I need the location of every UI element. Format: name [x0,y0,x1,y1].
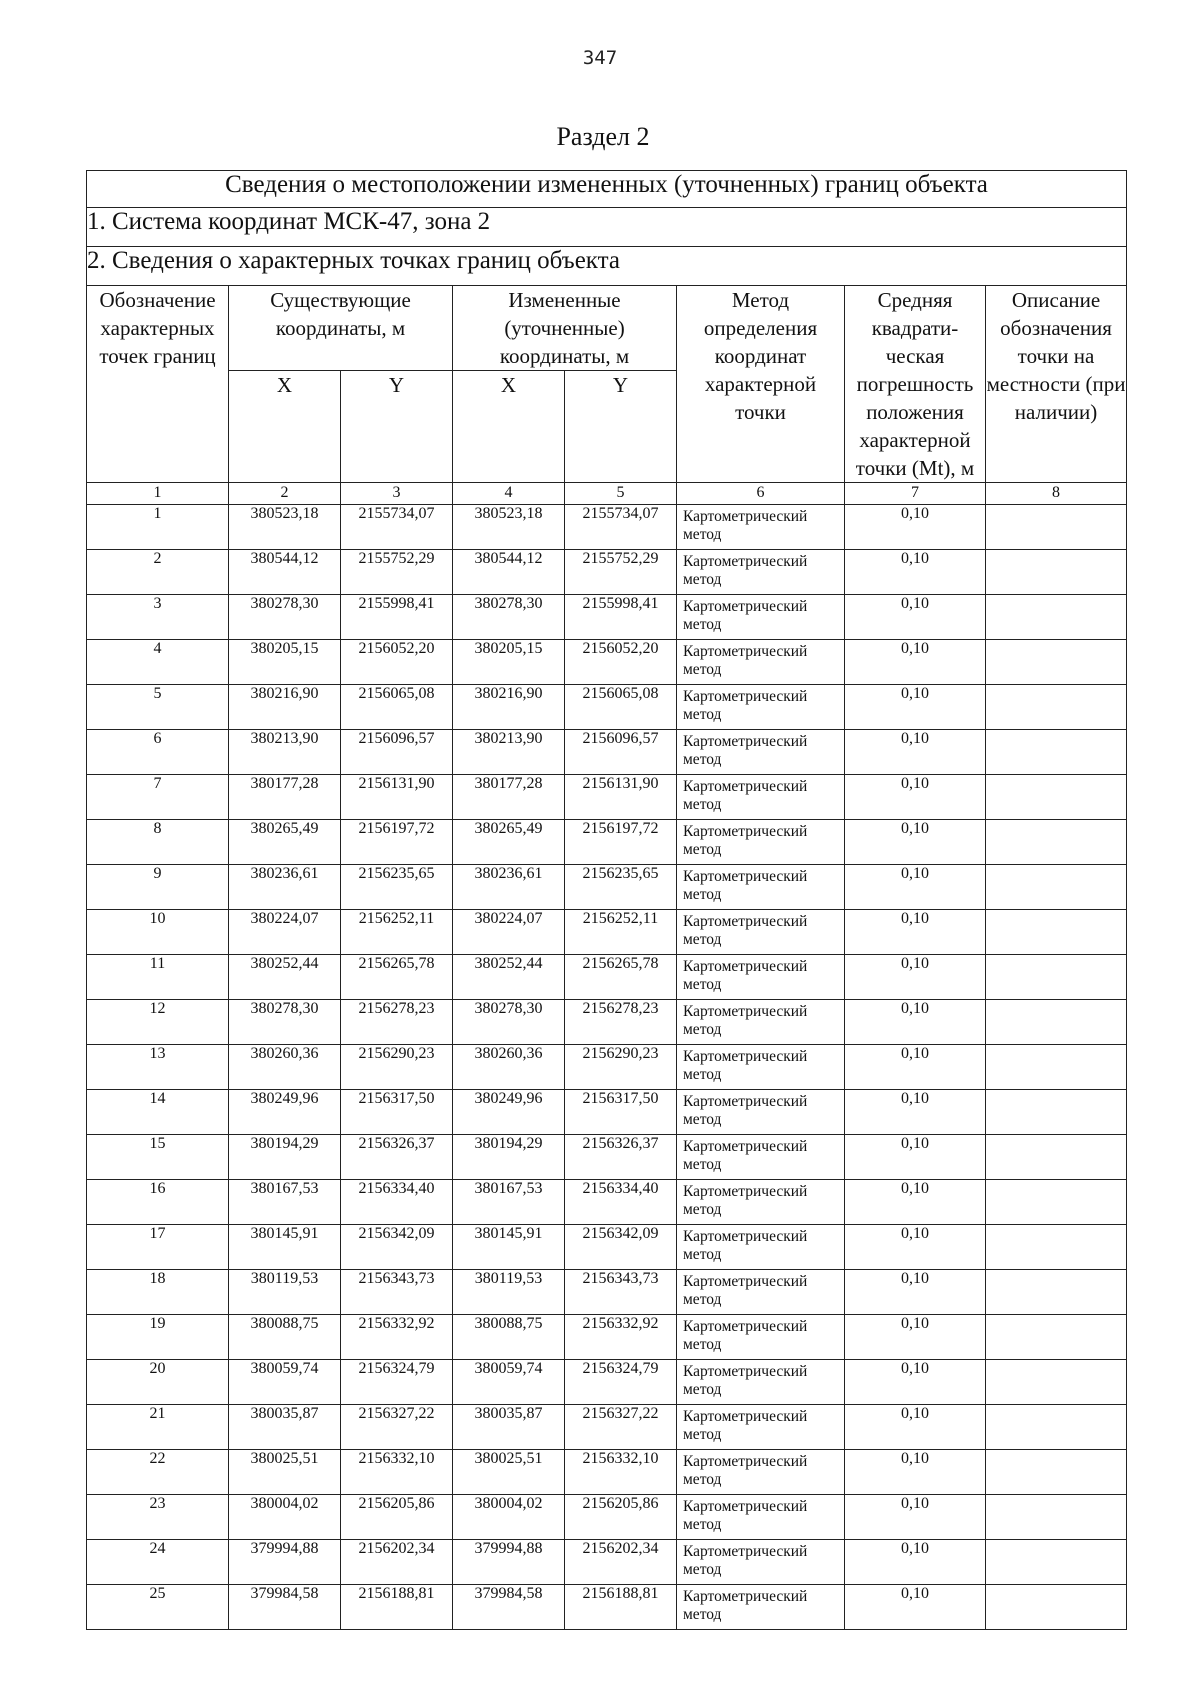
changed-y-cell: 2156290,23 [565,1045,677,1090]
table-row [87,1135,1127,1180]
method-cell: Картометрический метод [677,1000,845,1045]
description-cell [986,1405,1127,1450]
changed-y-cell: 2156235,65 [565,865,677,910]
table-row [87,1270,1127,1315]
existing-x-cell: 380278,30 [229,1000,341,1045]
header-changed-y: Y [565,371,677,483]
existing-x-cell: 380249,96 [229,1090,341,1135]
table-row [87,1045,1127,1090]
changed-x-cell: 380119,53 [453,1270,565,1315]
existing-x-cell: 380059,74 [229,1360,341,1405]
existing-y-cell: 2156197,72 [341,820,453,865]
changed-y-cell: 2156188,81 [565,1585,677,1630]
existing-y-cell: 2155734,07 [341,505,453,550]
point-number-cell: 14 [87,1090,229,1135]
column-number: 7 [845,483,986,505]
changed-y-cell: 2156332,10 [565,1450,677,1495]
table-title: Сведения о местоположении измененных (уточненных) границ объекта [87,171,1127,208]
changed-y-cell: 2156327,22 [565,1405,677,1450]
error-cell: 0,10 [845,1360,986,1405]
error-cell: 0,10 [845,1315,986,1360]
existing-y-cell: 2156278,23 [341,1000,453,1045]
table-row [87,1360,1127,1405]
column-number: 5 [565,483,677,505]
error-cell: 0,10 [845,1405,986,1450]
existing-y-cell: 2156324,79 [341,1360,453,1405]
error-cell: 0,10 [845,550,986,595]
changed-y-cell: 2156252,11 [565,910,677,955]
point-number-cell: 4 [87,640,229,685]
point-number-cell: 7 [87,775,229,820]
changed-y-cell: 2156131,90 [565,775,677,820]
header-description: Описание обозначения точки на местности (при наличии) [986,286,1127,483]
method-cell: Картометрический метод [677,955,845,1000]
description-cell [986,820,1127,865]
header-existing-coords: Существующие координаты, м [229,286,453,371]
error-cell: 0,10 [845,1585,986,1630]
description-cell [986,1000,1127,1045]
changed-x-cell: 380278,30 [453,595,565,640]
column-number: 1 [87,483,229,505]
point-number-cell: 13 [87,1045,229,1090]
header-designation: Обозначение характерных точек границ [87,286,229,483]
coordinate-system: 1. Система координат МСК-47, зона 2 [87,208,1127,247]
description-cell [986,1585,1127,1630]
table-row [87,1450,1127,1495]
table-row [87,685,1127,730]
header-existing-x: X [229,371,341,483]
description-cell [986,910,1127,955]
changed-x-cell: 380035,87 [453,1405,565,1450]
error-cell: 0,10 [845,1000,986,1045]
table-row [87,1180,1127,1225]
description-cell [986,1225,1127,1270]
table-row [87,595,1127,640]
point-number-cell: 17 [87,1225,229,1270]
error-cell: 0,10 [845,595,986,640]
table-row [87,1540,1127,1585]
changed-x-cell: 380088,75 [453,1315,565,1360]
changed-x-cell: 380236,61 [453,865,565,910]
existing-y-cell: 2156332,92 [341,1315,453,1360]
point-number-cell: 5 [87,685,229,730]
changed-x-cell: 380059,74 [453,1360,565,1405]
method-cell: Картометрический метод [677,1585,845,1630]
point-number-cell: 10 [87,910,229,955]
column-number: 2 [229,483,341,505]
existing-x-cell: 379994,88 [229,1540,341,1585]
description-cell [986,1450,1127,1495]
table-row [87,1225,1127,1270]
existing-y-cell: 2156343,73 [341,1270,453,1315]
coordinates-table [86,170,1127,1630]
existing-x-cell: 380088,75 [229,1315,341,1360]
method-cell: Картометрический метод [677,1270,845,1315]
changed-x-cell: 380523,18 [453,505,565,550]
existing-y-cell: 2156131,90 [341,775,453,820]
point-number-cell: 19 [87,1315,229,1360]
table-row [87,955,1127,1000]
point-number-cell: 3 [87,595,229,640]
method-cell: Картометрический метод [677,910,845,955]
existing-y-cell: 2156334,40 [341,1180,453,1225]
description-cell [986,1270,1127,1315]
changed-y-cell: 2156265,78 [565,955,677,1000]
description-cell [986,730,1127,775]
method-cell: Картометрический метод [677,595,845,640]
changed-x-cell: 380278,30 [453,1000,565,1045]
point-number-cell: 11 [87,955,229,1000]
existing-x-cell: 380224,07 [229,910,341,955]
existing-x-cell: 380167,53 [229,1180,341,1225]
existing-x-cell: 380177,28 [229,775,341,820]
method-cell: Картометрический метод [677,1090,845,1135]
existing-x-cell: 380278,30 [229,595,341,640]
existing-y-cell: 2156265,78 [341,955,453,1000]
description-cell [986,1090,1127,1135]
existing-y-cell: 2156052,20 [341,640,453,685]
changed-y-cell: 2156342,09 [565,1225,677,1270]
method-cell: Картометрический метод [677,1045,845,1090]
existing-x-cell: 379984,58 [229,1585,341,1630]
method-cell: Картометрический метод [677,1180,845,1225]
changed-y-cell: 2156332,92 [565,1315,677,1360]
description-cell [986,1135,1127,1180]
table-row [87,910,1127,955]
table-row [87,1315,1127,1360]
changed-x-cell: 380205,15 [453,640,565,685]
description-cell [986,1495,1127,1540]
error-cell: 0,10 [845,865,986,910]
existing-x-cell: 380194,29 [229,1135,341,1180]
existing-x-cell: 380265,49 [229,820,341,865]
table-row [87,775,1127,820]
changed-x-cell: 380177,28 [453,775,565,820]
method-cell: Картометрический метод [677,730,845,775]
point-number-cell: 16 [87,1180,229,1225]
method-cell: Картометрический метод [677,685,845,730]
changed-x-cell: 379994,88 [453,1540,565,1585]
existing-y-cell: 2156290,23 [341,1045,453,1090]
error-cell: 0,10 [845,640,986,685]
column-number: 6 [677,483,845,505]
method-cell: Картометрический метод [677,1540,845,1585]
changed-x-cell: 380265,49 [453,820,565,865]
description-cell [986,640,1127,685]
point-number-cell: 9 [87,865,229,910]
existing-x-cell: 380216,90 [229,685,341,730]
description-cell [986,775,1127,820]
changed-x-cell: 380004,02 [453,1495,565,1540]
changed-y-cell: 2156334,40 [565,1180,677,1225]
method-cell: Картометрический метод [677,550,845,595]
changed-x-cell: 380252,44 [453,955,565,1000]
description-cell [986,1180,1127,1225]
point-number-cell: 8 [87,820,229,865]
changed-y-cell: 2156343,73 [565,1270,677,1315]
changed-y-cell: 2156096,57 [565,730,677,775]
point-number-cell: 23 [87,1495,229,1540]
existing-y-cell: 2155752,29 [341,550,453,595]
method-cell: Картометрический метод [677,1360,845,1405]
existing-x-cell: 380025,51 [229,1450,341,1495]
existing-y-cell: 2156326,37 [341,1135,453,1180]
header-changed-x: X [453,371,565,483]
table-row [87,1090,1127,1135]
header-changed-coords: Измененные (уточненные) координаты, м [453,286,677,371]
table-row [87,1585,1127,1630]
existing-y-cell: 2156188,81 [341,1585,453,1630]
column-numbers-row [87,483,1127,505]
existing-x-cell: 380236,61 [229,865,341,910]
changed-y-cell: 2156052,20 [565,640,677,685]
point-number-cell: 15 [87,1135,229,1180]
method-cell: Картометрический метод [677,1135,845,1180]
header-method: Метод определения координат характерной точки [677,286,845,483]
method-cell: Картометрический метод [677,865,845,910]
point-number-cell: 12 [87,1000,229,1045]
description-cell [986,1360,1127,1405]
existing-x-cell: 380205,15 [229,640,341,685]
point-number-cell: 18 [87,1270,229,1315]
existing-x-cell: 380145,91 [229,1225,341,1270]
error-cell: 0,10 [845,910,986,955]
existing-x-cell: 380544,12 [229,550,341,595]
description-cell [986,865,1127,910]
point-number-cell: 25 [87,1585,229,1630]
changed-y-cell: 2156278,23 [565,1000,677,1045]
column-number: 3 [341,483,453,505]
error-cell: 0,10 [845,1135,986,1180]
existing-y-cell: 2156065,08 [341,685,453,730]
changed-y-cell: 2155752,29 [565,550,677,595]
point-number-cell: 24 [87,1540,229,1585]
description-cell [986,1045,1127,1090]
description-cell [986,1315,1127,1360]
method-cell: Картометрический метод [677,1405,845,1450]
error-cell: 0,10 [845,1180,986,1225]
changed-y-cell: 2156317,50 [565,1090,677,1135]
method-cell: Картометрический метод [677,505,845,550]
existing-y-cell: 2156205,86 [341,1495,453,1540]
point-number-cell: 21 [87,1405,229,1450]
error-cell: 0,10 [845,1045,986,1090]
method-cell: Картометрический метод [677,775,845,820]
changed-y-cell: 2156202,34 [565,1540,677,1585]
header-existing-y: Y [341,371,453,483]
table-row [87,550,1127,595]
error-cell: 0,10 [845,1540,986,1585]
error-cell: 0,10 [845,1090,986,1135]
points-heading: 2. Сведения о характерных точках границ объекта [87,247,1127,286]
point-number-cell: 20 [87,1360,229,1405]
changed-x-cell: 380194,29 [453,1135,565,1180]
point-number-cell: 1 [87,505,229,550]
existing-x-cell: 380004,02 [229,1495,341,1540]
changed-y-cell: 2155998,41 [565,595,677,640]
description-cell [986,1540,1127,1585]
changed-y-cell: 2155734,07 [565,505,677,550]
table-row [87,730,1127,775]
changed-x-cell: 380224,07 [453,910,565,955]
changed-x-cell: 380167,53 [453,1180,565,1225]
existing-x-cell: 380035,87 [229,1405,341,1450]
point-number-cell: 22 [87,1450,229,1495]
changed-x-cell: 379984,58 [453,1585,565,1630]
existing-y-cell: 2156252,11 [341,910,453,955]
point-number-cell: 6 [87,730,229,775]
changed-x-cell: 380260,36 [453,1045,565,1090]
method-cell: Картометрический метод [677,1495,845,1540]
existing-x-cell: 380252,44 [229,955,341,1000]
error-cell: 0,10 [845,820,986,865]
existing-x-cell: 380119,53 [229,1270,341,1315]
point-number-cell: 2 [87,550,229,595]
changed-y-cell: 2156326,37 [565,1135,677,1180]
changed-x-cell: 380025,51 [453,1450,565,1495]
error-cell: 0,10 [845,1270,986,1315]
changed-x-cell: 380216,90 [453,685,565,730]
column-number: 4 [453,483,565,505]
existing-y-cell: 2156332,10 [341,1450,453,1495]
method-cell: Картометрический метод [677,1225,845,1270]
method-cell: Картометрический метод [677,1450,845,1495]
description-cell [986,955,1127,1000]
existing-y-cell: 2156202,34 [341,1540,453,1585]
table-row [87,1405,1127,1450]
column-number: 8 [986,483,1127,505]
existing-y-cell: 2156317,50 [341,1090,453,1135]
error-cell: 0,10 [845,685,986,730]
description-cell [986,595,1127,640]
description-cell [986,550,1127,595]
table-row [87,640,1127,685]
header-error: Средняя квадрати-ческая погрешность положения характерной точки (Mt), м [845,286,986,483]
error-cell: 0,10 [845,505,986,550]
table-row [87,1000,1127,1045]
method-cell: Картометрический метод [677,640,845,685]
existing-x-cell: 380213,90 [229,730,341,775]
error-cell: 0,10 [845,1450,986,1495]
table-row [87,1495,1127,1540]
error-cell: 0,10 [845,1225,986,1270]
error-cell: 0,10 [845,1495,986,1540]
method-cell: Картометрический метод [677,1315,845,1360]
changed-x-cell: 380145,91 [453,1225,565,1270]
description-cell [986,685,1127,730]
changed-y-cell: 2156324,79 [565,1360,677,1405]
changed-x-cell: 380213,90 [453,730,565,775]
error-cell: 0,10 [845,775,986,820]
error-cell: 0,10 [845,730,986,775]
table-row [87,820,1127,865]
existing-y-cell: 2156235,65 [341,865,453,910]
method-cell: Картометрический метод [677,820,845,865]
changed-y-cell: 2156065,08 [565,685,677,730]
error-cell: 0,10 [845,955,986,1000]
changed-x-cell: 380544,12 [453,550,565,595]
changed-y-cell: 2156197,72 [565,820,677,865]
existing-x-cell: 380260,36 [229,1045,341,1090]
existing-y-cell: 2156342,09 [341,1225,453,1270]
table-row [87,505,1127,550]
existing-y-cell: 2156327,22 [341,1405,453,1450]
existing-y-cell: 2156096,57 [341,730,453,775]
existing-x-cell: 380523,18 [229,505,341,550]
section-title: Раздел 2 [556,122,650,151]
existing-y-cell: 2155998,41 [341,595,453,640]
description-cell [986,505,1127,550]
page-number: 347 [582,47,618,69]
changed-y-cell: 2156205,86 [565,1495,677,1540]
changed-x-cell: 380249,96 [453,1090,565,1135]
table-row [87,865,1127,910]
